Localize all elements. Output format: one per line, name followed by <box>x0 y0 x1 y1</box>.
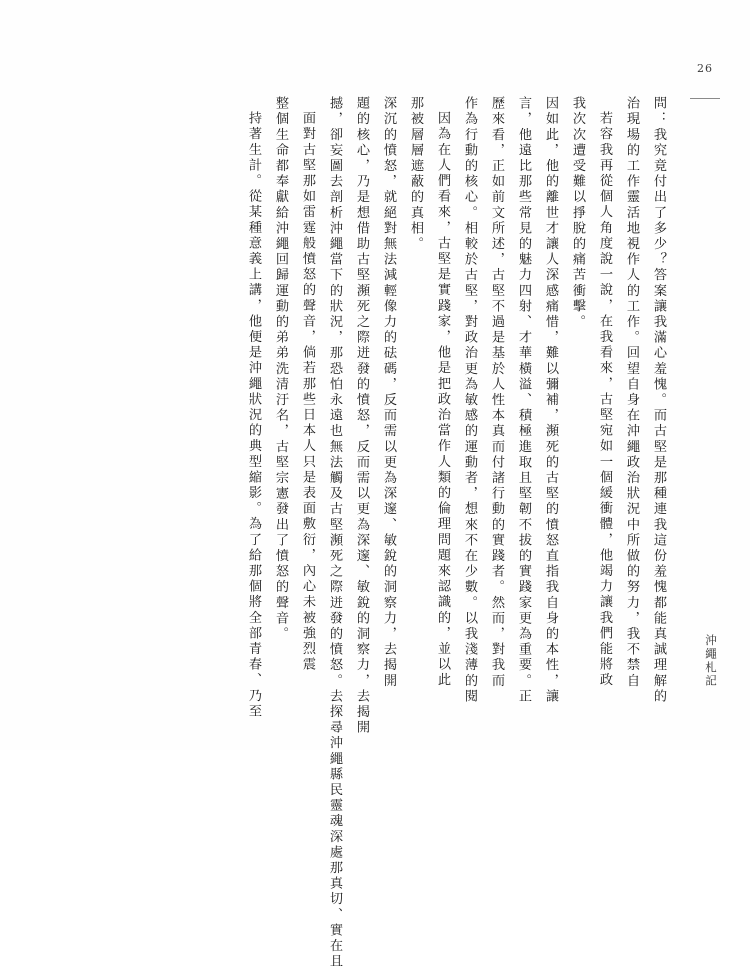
text-line: 我次次遭受難以掙脫的痛苦衝擊。 <box>570 96 585 330</box>
text-line: 治現場的工作靈活地視作人的工作。回望自身在沖繩政治狀況中所做的努力，我不禁自 <box>624 96 639 689</box>
text-line: 若容我再從個人角度說一說，在我看來，古堅宛如一個緩衝體，他竭力讓我們能將政 <box>597 111 612 689</box>
text-line: 問：我究竟付出了多少？答案讓我滿心羞愧。而古堅是那種連我這份羞愧都能真誠理解的 <box>651 96 666 705</box>
text-line: 持著生計。從某種意義上講，他便是沖繩狀況的典型縮影。為了給那個將全部青春、乃至 <box>246 111 261 720</box>
text-line: 那被層層遮蔽的真相。 <box>408 96 423 252</box>
running-title: 沖繩札記 <box>704 634 718 688</box>
text-line: 歷來看，正如前文所述，古堅不過是基於人性本真而付諸行動的實踐者。然而，對我而 <box>489 96 504 689</box>
text-line: 因如此，他的離世才讓人深感痛惜，難以彌補，瀕死的古堅的憤怒直指我自身的本性，讓 <box>543 96 558 705</box>
text-line: 作為行動的核心。相較於古堅，對政治更為敏感的運動者，想來不在少數。以我淺薄的閱 <box>462 96 477 705</box>
text-line: 題的核心，乃是想借助古堅瀕死之際迸發的憤怒，反而需以更為深邃、敏銳的洞察力，去揭開 <box>354 96 369 736</box>
vertical-text-block <box>72 96 672 970</box>
text-line: 面對古堅那如雷霆般憤怒的聲音，倘若那些日本人只是表面敷衍，內心未被強烈震 <box>300 111 315 673</box>
text-line: 因為在人們看來，古堅是實踐家，他是把政治當作人類的倫理問題來認識的，並以此 <box>435 111 450 689</box>
text-line: 撼，卻妄圖去剖析沖繩當下的狀況，那恐怕永遠也無法觸及古堅瀕死之際迸發的憤怒。去探尋沖繩縣民靈魂深處那真切、實在且 <box>327 96 342 970</box>
page-number-rule <box>690 98 720 99</box>
text-line: 整個生命都奉獻給沖繩回歸運動的弟弟洗清汙名，古堅宗憲發出了憤怒的聲音。 <box>273 96 288 642</box>
text-line: 深沉的憤怒，就絕對無法減輕像力的砝碼，反而需以更為深邃、敏銳的洞察力，去揭開 <box>381 96 396 689</box>
text-line: 言，他遠比那些常見的魅力四射、才華橫溢、積極進取且堅韌不拔的實踐家更為重要。正 <box>516 96 531 705</box>
page-number: 26 <box>697 62 713 75</box>
